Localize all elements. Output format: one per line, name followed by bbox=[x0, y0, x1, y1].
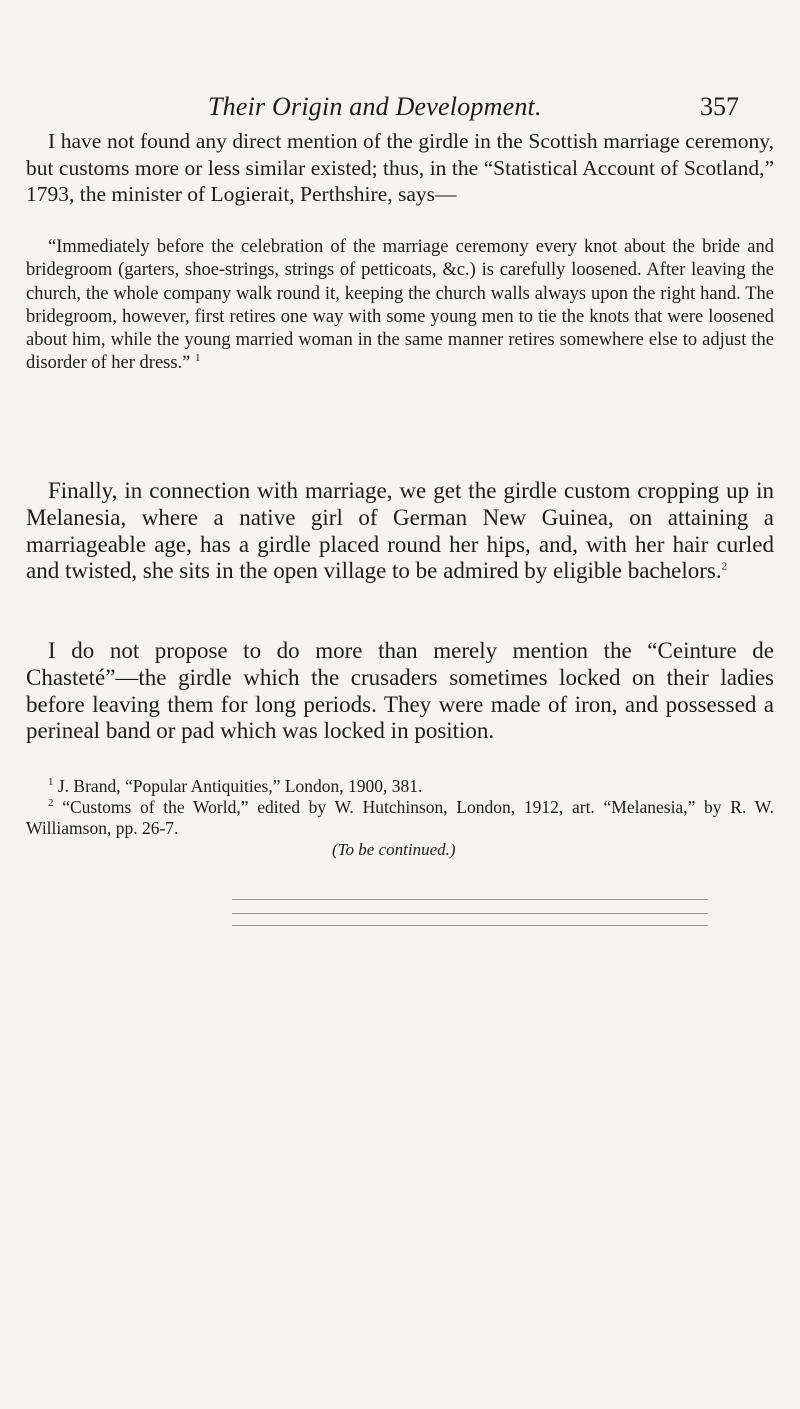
footnotes bbox=[26, 776, 774, 838]
divider-line bbox=[232, 899, 708, 900]
continuation-text: (To be continued.) bbox=[332, 840, 456, 859]
paragraph-1 bbox=[26, 128, 774, 208]
footnote-mark: 1 bbox=[48, 776, 54, 789]
footnote-text: “Customs of the World,” edited by W. Hutchinson, London, 1912, art. “Melanesia,” by R. W. Williamson, pp. 26-7. bbox=[26, 796, 775, 838]
footnote-ref-1: 1 bbox=[195, 352, 201, 365]
paragraph-2-text: Finally, in connection with marriage, we get the girdle custom cropping up in Melanesia, where a native girl of German New Guinea, on attaining a marriageable age, has a girdle placed round her hips, and, with her hair curled and twisted, she sits in the open village to be admired by eligible bachelors. bbox=[26, 478, 774, 584]
paragraph-3-text: I do not propose to do more than merely mention the “Ceinture de Chasteté”—the girdle which the crusaders sometimes locked on their ladies before leaving them for long periods. They were made of iron, and possessed a perineal band or pad which was locked in position. bbox=[26, 638, 774, 744]
divider-line bbox=[232, 925, 708, 926]
footnote-mark: 2 bbox=[48, 796, 54, 809]
divider-line bbox=[232, 913, 708, 914]
paragraph-2 bbox=[26, 478, 774, 585]
footnote-text: J. Brand, “Popular Antiquities,” London, 1900, 381. bbox=[57, 776, 423, 796]
block-quote bbox=[26, 236, 774, 376]
paragraph-1-text: I have not found any direct mention of the girdle in the Scottish marriage ceremony, but customs more or less similar existed; thus, in the “Statistical Account of Scotland,” 1793, the minister of Logierait, Perthshire, says— bbox=[26, 129, 774, 206]
page-number: 357 bbox=[700, 92, 739, 121]
block-quote-text: “Immediately before the celebration of the marriage ceremony every knot about the bride and bridegroom (garters, shoe-strings, strings of petticoats, &c.) is carefully loosened. After leaving the church, the whole company walk round it, keeping the church walls always upon the right hand. The bridegroom, however, first retires one way with some young men to tie the knots that were loosened about him, while the young married woman in the same manner retires somewhere else to adjust the disorder of her dress.” bbox=[26, 237, 774, 374]
footnote-2 bbox=[26, 797, 774, 839]
paragraph-3 bbox=[26, 638, 774, 745]
continuation-note bbox=[332, 840, 456, 860]
running-title: Their Origin and Development. bbox=[208, 92, 542, 121]
footnote-ref-2: 2 bbox=[721, 560, 728, 573]
footnote-1 bbox=[26, 776, 774, 797]
